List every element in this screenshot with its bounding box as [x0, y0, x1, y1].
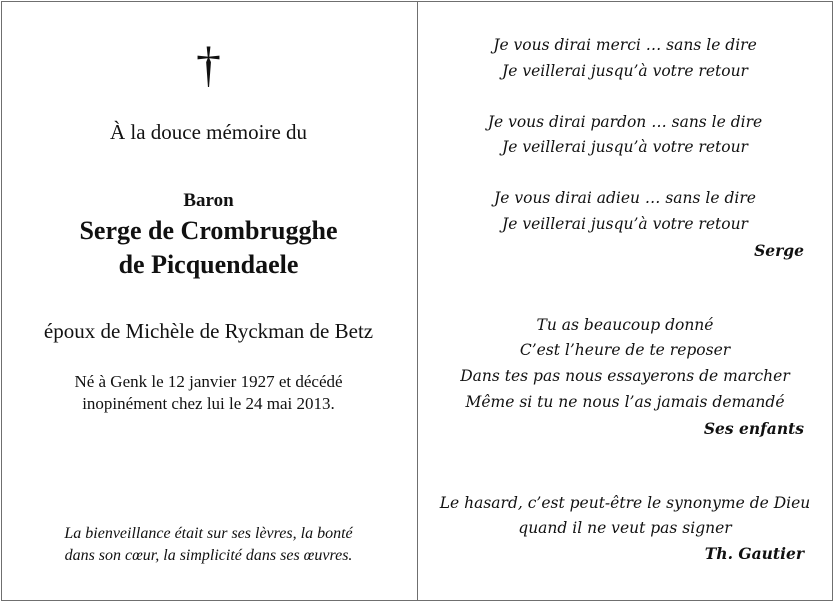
signature-serge: Serge [754, 241, 804, 260]
signature-gautier: Th. Gautier [704, 544, 804, 563]
poem-line: Tu as beaucoup donné [536, 316, 714, 334]
poem-line: Je veillerai jusqu’à votre retour [502, 215, 748, 233]
deceased-name-line2: de Picquendaele [118, 250, 299, 279]
poem-line: Même si tu ne nous l’as jamais demandé [465, 393, 785, 411]
poem-line: C’est l’heure de te reposer [519, 341, 731, 359]
deceased-name-line1: Serge de Crombrugghe [79, 216, 338, 245]
quote-line2: dans son cœur, la simplicité dans ses œuvres. [64, 547, 353, 564]
poem-line: quand il ne veut pas signer [518, 519, 732, 537]
poem-line: Je vous dirai adieu … sans le dire [494, 189, 756, 207]
poem-line: Je veillerai jusqu’à votre retour [502, 62, 748, 80]
memorial-dedication: À la douce mémoire du [109, 120, 308, 144]
poem-line: Je vous dirai merci … sans le dire [493, 36, 757, 54]
poem-line: Le hasard, c’est peut-être le synonyme de Dieu [439, 494, 811, 512]
spouse-line: époux de Michèle de Ryckman de Betz [43, 319, 374, 343]
poem-line: Je veillerai jusqu’à votre retour [502, 138, 748, 156]
poem-line: Je vous dirai pardon … sans le dire [487, 113, 763, 131]
right-panel [418, 0, 832, 600]
birth-death-line1: Né à Genk le 12 janvier 1927 et décédé [74, 372, 343, 391]
birth-death-line2: inopinément chez lui le 24 mai 2013. [82, 394, 335, 413]
left-panel [0, 0, 417, 600]
poem-line: Dans tes pas nous essayerons de marcher [460, 367, 790, 385]
quote-line1: La bienveillance était sur ses lèvres, la bonté [64, 525, 353, 542]
signature-children: Ses enfants [703, 419, 804, 438]
title-baron: Baron [183, 190, 234, 211]
cross-icon: † [196, 36, 221, 92]
